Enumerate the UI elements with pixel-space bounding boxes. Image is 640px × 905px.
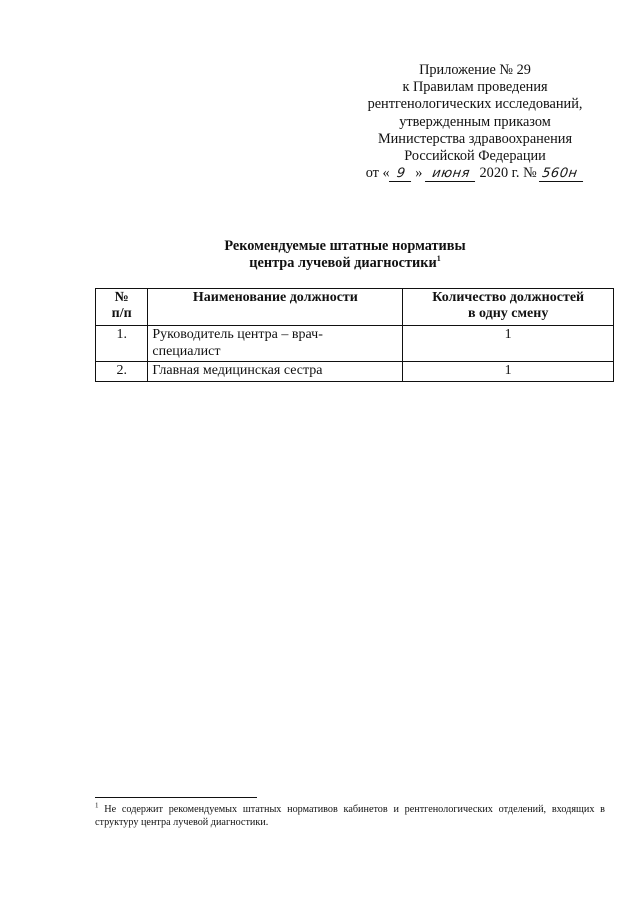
- approval-line: рентгенологических исследований,: [367, 96, 583, 113]
- header-qty: Количество должностей в одну смену: [403, 289, 614, 326]
- footnote: [95, 803, 605, 829]
- approval-line: Российской Федерации: [404, 148, 546, 165]
- handwritten-order-number: 560н: [539, 167, 585, 182]
- header-name: Наименование должности: [148, 289, 403, 326]
- header-num: № п/п: [96, 289, 148, 326]
- row-num: 1.: [96, 326, 148, 362]
- title-line: центра лучевой диагностики$^1$: [249, 254, 441, 271]
- table-header-row: [96, 289, 614, 326]
- footnote-divider: [95, 797, 257, 798]
- approval-line: Приложение № 29: [419, 62, 531, 78]
- row-name: Руководитель центра – врач- специалист: [148, 326, 403, 362]
- table-row: [96, 326, 614, 362]
- row-name: Главная медицинская сестра: [148, 362, 403, 382]
- table-row: [96, 362, 614, 382]
- approval-line: Министерства здравоохранения: [377, 130, 573, 147]
- approval-line: утвержденным приказом: [399, 113, 551, 130]
- approval-line: к Правилам проведения: [402, 79, 548, 96]
- row-qty: 1: [403, 326, 614, 362]
- handwritten-day: 9: [389, 167, 413, 182]
- handwritten-month: июня: [425, 167, 477, 182]
- row-num: 2.: [96, 362, 148, 382]
- approval-block: [330, 62, 620, 182]
- date-prefix: от «: [365, 165, 390, 182]
- date-quote-close: »: [415, 165, 423, 182]
- row-qty: 1: [403, 362, 614, 382]
- title-line: Рекомендуемые штатные нормативы: [224, 238, 466, 254]
- footnote-text: Не содержит рекомендуемых штатных нормативов кабинетов и рентгенологических отделений, входящих в структуру центра лучевой диагностики.: [95, 804, 605, 828]
- footnote-mark: 1: [95, 801, 99, 810]
- footnote-ref: 1: [436, 254, 441, 264]
- staffing-table: [95, 288, 614, 382]
- approval-date-line: [330, 165, 620, 182]
- document-title: [150, 238, 540, 272]
- date-year: 2020 г. №: [479, 165, 537, 182]
